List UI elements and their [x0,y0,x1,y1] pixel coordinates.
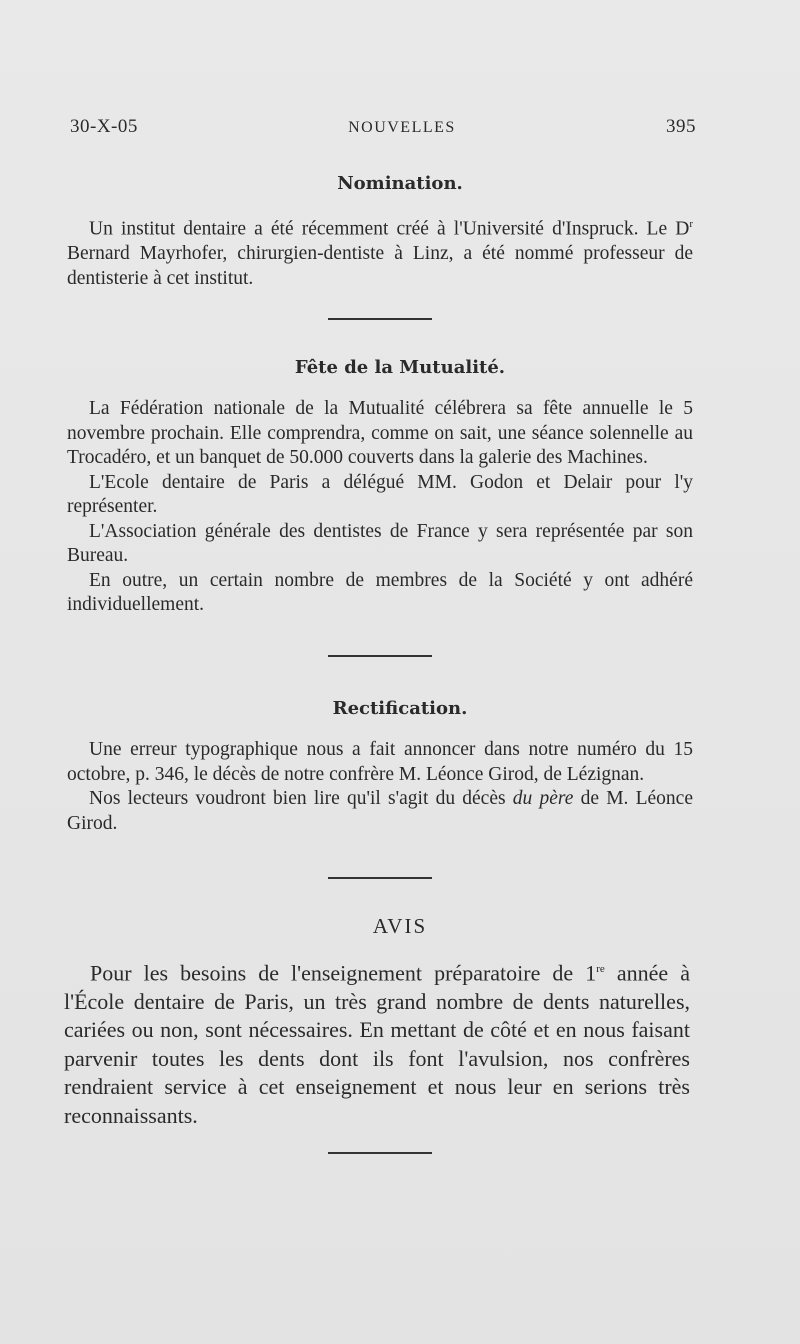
mutualite-body [67,397,693,618]
rectification-heading: Rectification. [332,698,468,719]
issue-date: 30-X-05 [70,116,138,137]
mutualite-paragraph: L'Association générale des dentistes de France y sera représentée par son Bureau. [67,520,693,566]
avis-body [64,955,690,1130]
rectification-italic: du père [512,788,574,809]
page-number: 395 [665,116,696,137]
mutualite-paragraph: La Fédération nationale de la Mutualité célébrera sa fête annuelle le 5 novembre prochain. Elle comprendra, comme on sait, une séance solennelle au Trocadéro, et un banquet de 50.000 couverts dans la galerie des Machines. [67,398,693,468]
mutualite-heading: Fête de la Mutualité. [294,357,506,378]
nomination-heading: Nomination. [337,173,463,194]
running-header [70,116,696,138]
divider-rule [328,655,432,657]
avis-text-a: Pour les besoins de l'enseignement préparatoire de 1 [90,960,597,986]
divider-rule [328,318,432,320]
avis-sup: re [596,963,605,975]
avis-heading: AVIS [372,914,428,938]
divider-rule [328,1152,432,1154]
rectification-paragraph: Une erreur typographique nous a fait annoncer dans notre numéro du 15 octobre, p. 346, le décès de notre confrère M. Léonce Girod, de Lézignan. [67,739,693,785]
rectification-paragraph-2 [67,787,693,836]
rectification-text-b: de M. Léonce Girod. [67,788,693,834]
rectification-text-a: Nos lecteurs voudront bien lire qu'il s'agit du décès [89,788,513,809]
mutualite-paragraph: L'Ecole dentaire de Paris a délégué MM. Godon et Delair pour l'y représenter. [67,471,693,517]
nomination-body [67,212,693,291]
section-name: NOUVELLES [348,119,456,136]
nomination-sup: r [689,218,693,230]
nomination-text-b: Bernard Mayrhofer, chirurgien-dentiste à Linz, a été nommé professeur de dentisterie à cet institut. [67,243,693,289]
mutualite-paragraph: En outre, un certain nombre de membres de la Société y ont adhéré individuellement. [67,569,693,615]
rectification-body [67,738,693,836]
nomination-text-a: Un institut dentaire a été récemment créé à l'Université d'Inspruck. Le D [89,218,690,240]
divider-rule [328,877,432,879]
avis-text-b: année à l'École dentaire de Paris, un très grand nombre de dents naturelles, cariées ou non, sont nécessaires. En mettant de côté et en nous faisant parvenir toutes les dents dont ils font l'avulsion, nos confrères rendraient service à cet enseignement et nous leur en serions très reconnaissants. [64,960,690,1128]
